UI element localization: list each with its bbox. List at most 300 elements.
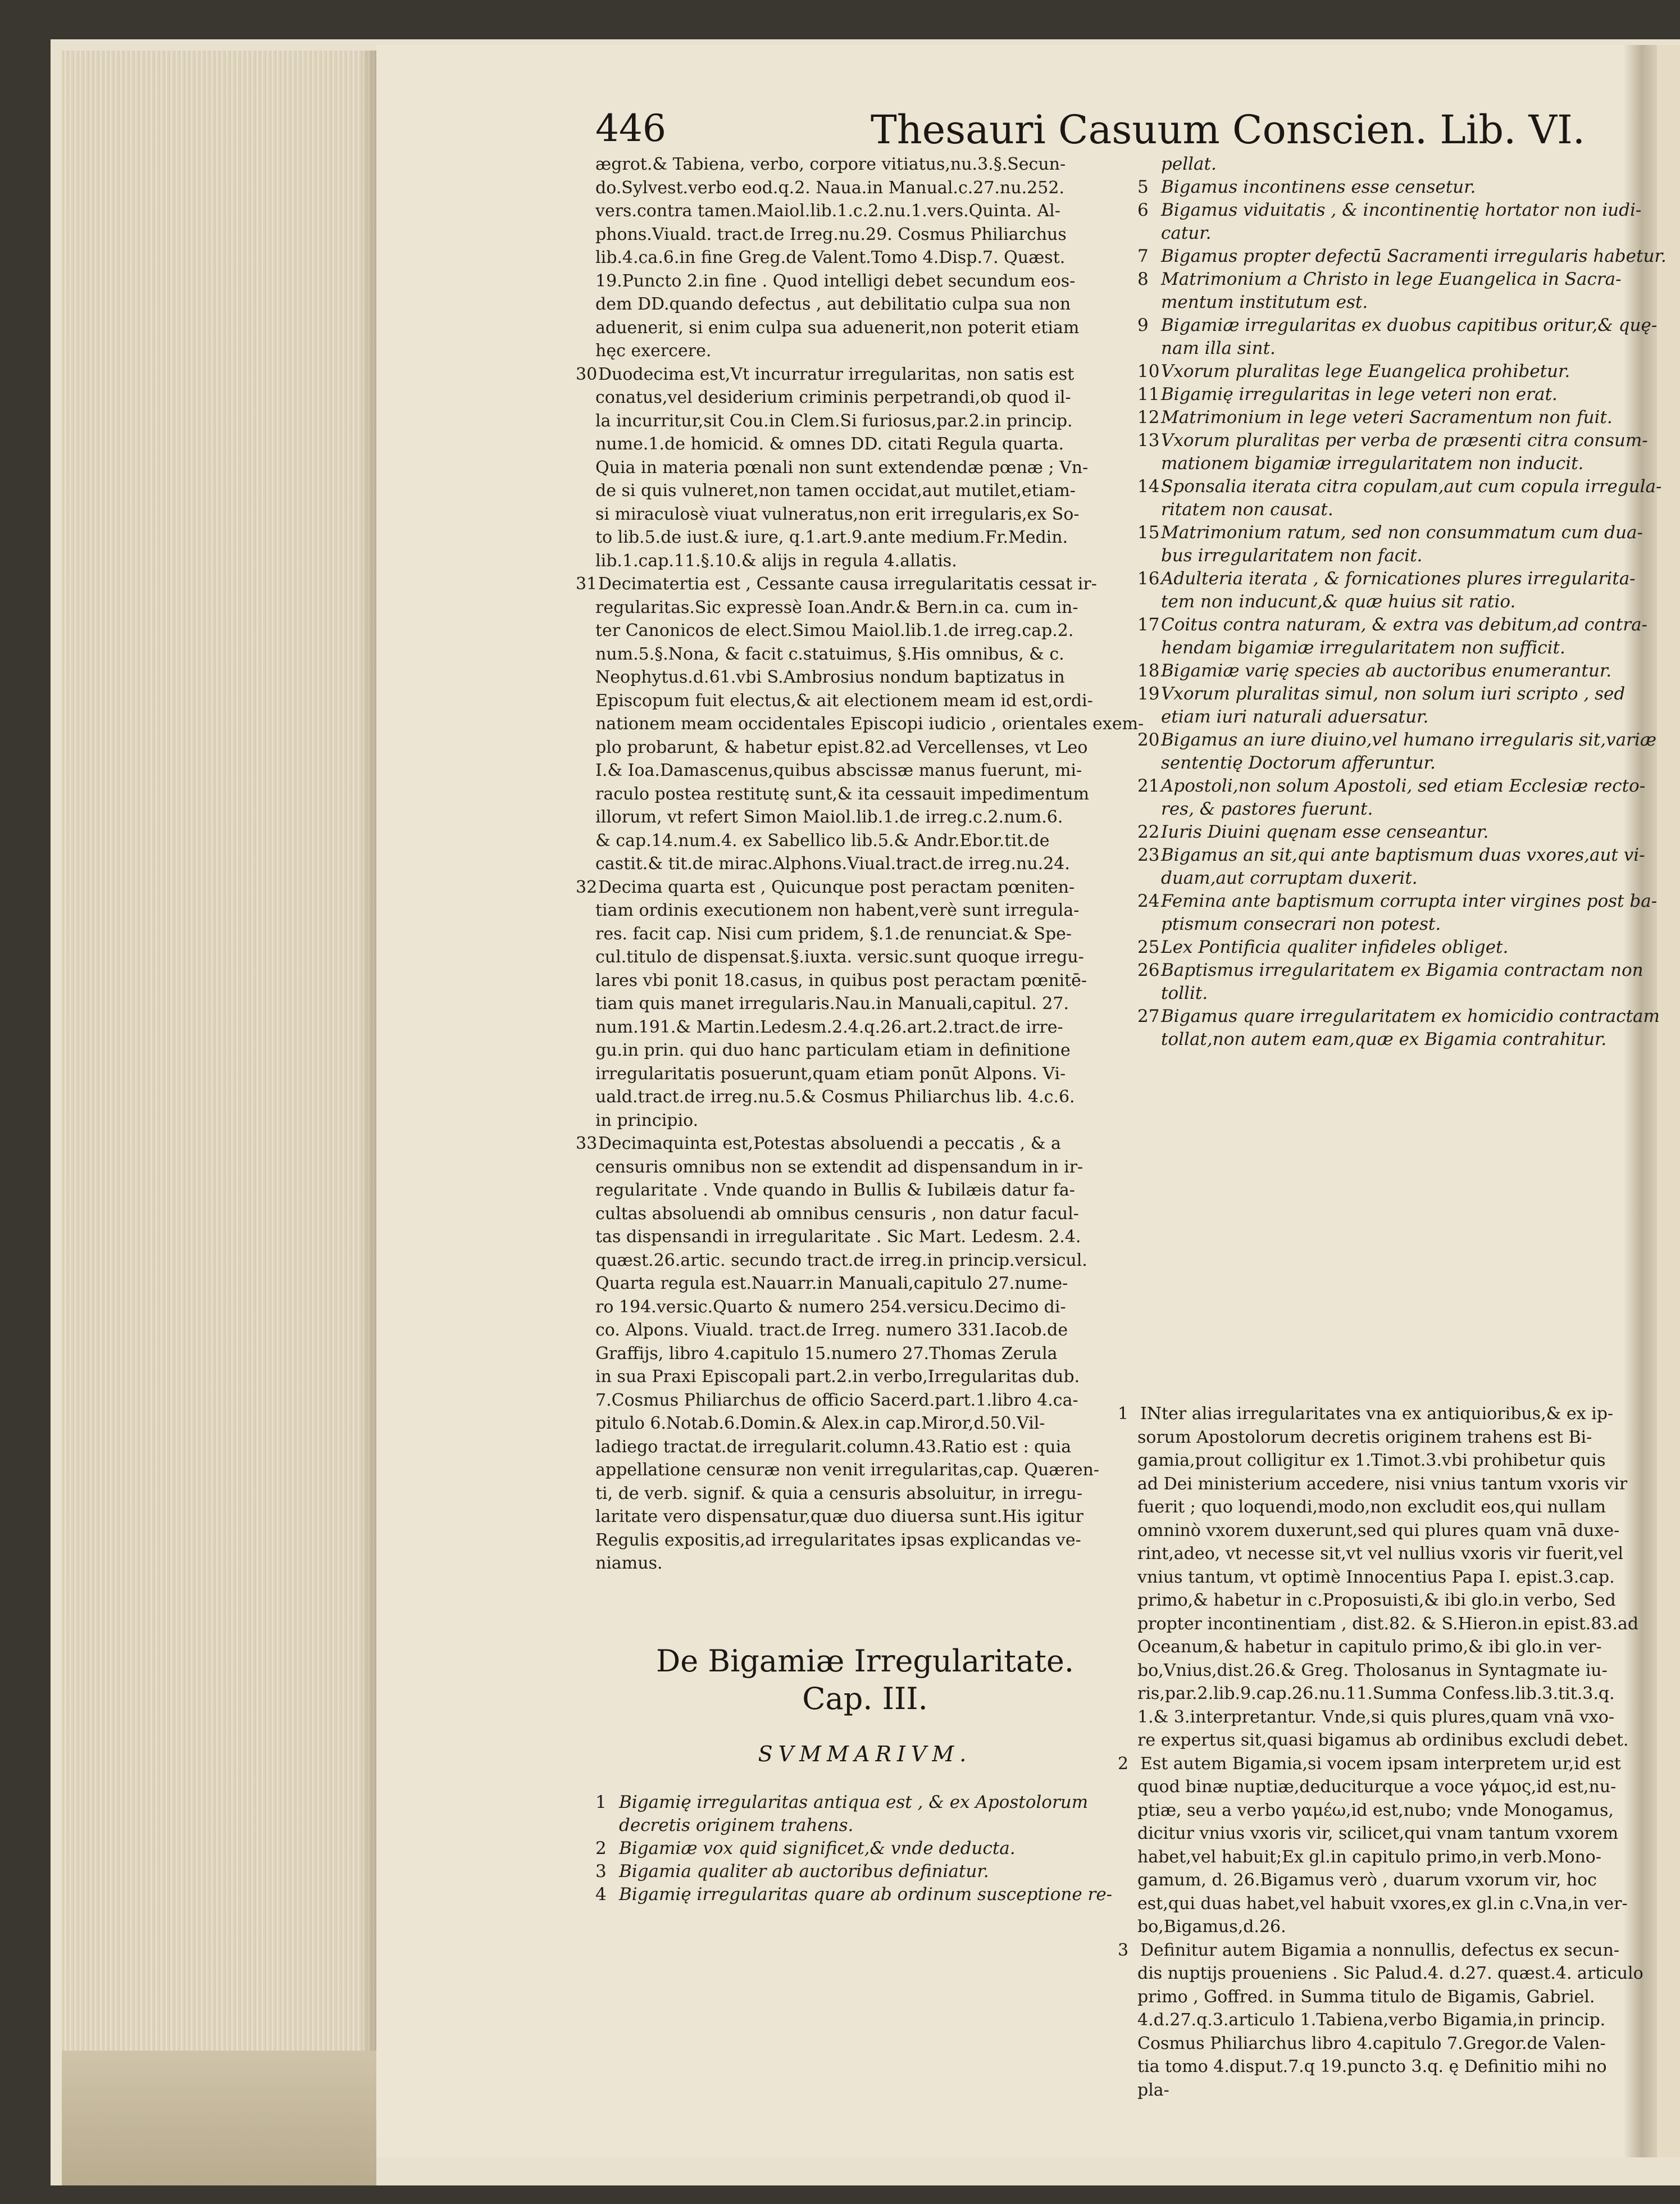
text-line xyxy=(595,270,1135,293)
text-line xyxy=(595,712,1144,736)
line-text: etiam iuri naturali aduersatur. xyxy=(1161,707,1429,727)
text-line xyxy=(595,1319,1135,1342)
text-line xyxy=(595,1225,1135,1249)
marginal-number: 15 xyxy=(1137,522,1160,543)
text-line xyxy=(595,899,1135,923)
line-text: dis nuptijs proueniens . Sic Palud.4. d.27. quæst.4. articulo xyxy=(1137,1964,1643,1983)
line-text: uald.tract.de irreg.nu.5.& Cosmus Philiarchus lib. 4.c.6. xyxy=(595,1087,1075,1107)
gutter xyxy=(1623,45,1657,2157)
text-line xyxy=(1137,1915,1620,1939)
summarium-item xyxy=(1137,521,1643,544)
summarium-item xyxy=(1137,544,1620,567)
line-text: Neophytus.d.61.vbi S.Ambrosius nondum baptizatus in xyxy=(595,667,1065,687)
line-text: ris,par.2.lib.9.cap.26.nu.11.Summa Confess.lib.3.tit.3.q. xyxy=(1137,1684,1615,1703)
marginal-number: 9 xyxy=(1137,315,1149,335)
text-line xyxy=(1137,1519,1620,1543)
summarium-item xyxy=(1137,498,1620,521)
text-line xyxy=(1137,1846,1620,1869)
line-text: INter alias irregularitates vna ex antiquioribus,& ex ip- xyxy=(1140,1404,1614,1424)
marginal-number: 8 xyxy=(1137,269,1149,289)
text-line xyxy=(595,1529,1135,1552)
text-line xyxy=(576,1132,1135,1156)
line-text: co. Alpons. Viuald. tract.de Irreg. numero 331.Iacob.de xyxy=(595,1320,1068,1340)
line-text: Duodecima est,Vt incurratur irregularitas, non satis est xyxy=(598,364,1075,384)
summarium-item xyxy=(595,1883,1135,1906)
marginal-number: 16 xyxy=(1137,569,1160,589)
text-line xyxy=(595,619,1135,643)
line-text: Episcopum fuit electus,& ait electionem meam id est,ordi- xyxy=(595,690,1093,711)
marginal-number: 2 xyxy=(1118,1753,1129,1774)
summarium-heading: SVMMARIVM. xyxy=(758,1742,972,1766)
marginal-number: 23 xyxy=(1137,845,1160,865)
text-line xyxy=(595,852,1135,876)
summarium-item xyxy=(595,1860,1135,1883)
line-text: Graffijs, libro 4.capitulo 15.numero 27.Thomas Zerula xyxy=(595,1343,1058,1364)
line-text: raculo postea restitutę sunt,& ita cessauit impedimentum xyxy=(595,784,1090,804)
text-line xyxy=(595,1202,1135,1226)
line-text: mationem bigamiæ irregularitatem non inducit. xyxy=(1161,453,1584,474)
line-text: Vxorum pluralitas simul, non solum iuri scripto , sed xyxy=(1161,684,1626,704)
text-line xyxy=(1137,1706,1620,1729)
summarium-item xyxy=(1137,268,1620,291)
line-text: in principio. xyxy=(595,1110,699,1130)
line-text: bus irregularitatem non facit. xyxy=(1161,546,1423,566)
text-line xyxy=(595,223,1135,247)
line-text: gamum, d. 26.Bigamus verò , duarum vxorum vir, hoc xyxy=(1137,1870,1597,1890)
marginal-number: 4 xyxy=(595,1884,607,1905)
summarium-item xyxy=(1137,890,1658,913)
line-text: nationem meam occidentales Episcopi iudicio , orientales exem- xyxy=(595,714,1144,734)
text-line xyxy=(1137,1869,1620,1892)
line-text: lib.1.cap.11.§.10.& alijs in regula 4.allatis. xyxy=(595,551,957,571)
line-text: primo,& habetur in c.Proposuisti,& ibi glo.in verbo, Sed xyxy=(1137,1590,1616,1610)
running-head: Thesauri Casuum Conscien. Lib. VI. xyxy=(871,107,1585,153)
line-text: tia tomo 4.disput.7.q 19.puncto 3.q. ę Definitio mihi no xyxy=(1137,2057,1607,2076)
line-text: Est autem Bigamia,si vocem ipsam interpretem ur,id est xyxy=(1140,1753,1621,1774)
line-text: hęc exercere. xyxy=(595,341,712,361)
line-text: Bigamię irregularitas in lege veteri non erat. xyxy=(1161,384,1558,405)
marginal-number: 21 xyxy=(1137,776,1160,796)
summarium-item xyxy=(1137,360,1620,383)
summarium-item xyxy=(1137,637,1620,660)
marginal-number: 1 xyxy=(595,1792,607,1812)
text-line xyxy=(595,643,1135,666)
text-line xyxy=(595,479,1135,503)
line-text: hendam bigamiæ irregularitatem non sufficit. xyxy=(1161,638,1565,658)
text-line xyxy=(595,1458,1135,1482)
line-text: illorum, vt refert Simon Maiol.lib.1.de irreg.c.2.num.6. xyxy=(595,807,1063,827)
line-text: pitulo 6.Notab.6.Domin.& Alex.in cap.Miror,d.50.Vil- xyxy=(595,1414,1045,1433)
line-text: laritate vero dispensatur,quæ duo diuersa sunt.His igitur xyxy=(595,1507,1083,1526)
summarium-item xyxy=(1137,1028,1620,1051)
summarium-item xyxy=(1137,752,1620,775)
line-text: tas dispensandi in irregularitate . Sic Mart. Ledesm. 2.4. xyxy=(595,1227,1081,1247)
line-text: Definitur autem Bigamia a nonnullis, defectus ex secun- xyxy=(1140,1940,1620,1960)
marginal-number: 5 xyxy=(1137,177,1149,197)
line-text: catur. xyxy=(1161,223,1212,243)
line-text: cultas absoluendi ab omnibus censuris , non datur facul- xyxy=(595,1203,1079,1224)
line-text: nam illa sint. xyxy=(1161,338,1276,358)
marginal-number: 19 xyxy=(1137,684,1160,704)
text-line xyxy=(576,572,1135,596)
text-line xyxy=(1137,1426,1620,1449)
line-text: Quarta regula est.Nauarr.in Manuali,capitulo 27.nume- xyxy=(595,1274,1068,1293)
line-text: Apostoli,non solum Apostoli, sed etiam Ecclesiæ recto- xyxy=(1161,776,1646,796)
chapter-title: De Bigamiæ Irregularitate. xyxy=(655,1643,1075,1679)
text-line xyxy=(595,526,1135,549)
text-line xyxy=(595,176,1135,200)
line-text: Lex Pontificia qualiter infideles obliget. xyxy=(1161,937,1509,957)
marginal-number: 2 xyxy=(595,1838,607,1858)
line-text: fuerit ; quo loquendi,modo,non excludit eos,qui nullam xyxy=(1137,1497,1606,1517)
summarium-item xyxy=(1137,821,1620,844)
line-text: vnius tantum, vt optimè Innocentius Papa I. epist.3.cap. xyxy=(1137,1567,1615,1587)
line-text: Vxorum pluralitas lege Euangelica prohibetur. xyxy=(1161,361,1570,381)
line-text: cul.titulo de dispensat.§.iuxta. versic.sunt quoque irregu- xyxy=(595,947,1084,967)
line-text: in sua Praxi Episcopali part.2.in verbo,Irregularitas dub. xyxy=(595,1367,1080,1387)
line-text: num.5.§.Nona, & facit c.statuimus, §.His omnibus, & c. xyxy=(595,644,1064,664)
summarium-item xyxy=(1137,291,1620,314)
marginal-number: 31 xyxy=(576,574,598,594)
line-text: rint,adeo, vt necesse sit,vt vel nullius vxoris vir fuerit,vel xyxy=(1137,1544,1623,1564)
line-text: 19.Puncto 2.in fine . Quod intelligi debet secundum eos- xyxy=(595,271,1076,291)
text-line xyxy=(595,339,1135,363)
line-text: bo,Vnius,dist.26.& Greg. Tholosanus in Syntagmate iu- xyxy=(1137,1660,1608,1680)
line-text: de si quis vulneret,non tamen occidat,aut mutilet,etiam- xyxy=(595,481,1076,501)
text-line xyxy=(595,992,1135,1016)
line-text: Decimatertia est , Cessante causa irregularitatis cessat ir- xyxy=(598,574,1097,594)
summarium-item xyxy=(1137,406,1620,429)
line-text: pellat. xyxy=(1161,154,1217,174)
fore-edge-shadow xyxy=(359,51,376,2051)
line-text: est,qui duas habet,vel habuit vxores,ex gl.in c.Vna,in ver- xyxy=(1137,1893,1628,1914)
line-text: Bigamus an sit,qui ante baptismum duas vxores,aut vi- xyxy=(1161,845,1645,865)
text-line xyxy=(1137,1635,1620,1659)
text-line xyxy=(1118,1752,1621,1776)
text-line xyxy=(595,153,1135,176)
text-line xyxy=(595,806,1135,829)
line-text: sententię Doctorum afferuntur. xyxy=(1161,753,1436,773)
text-line xyxy=(595,386,1135,410)
summarium-item xyxy=(1137,1005,1660,1028)
summarium-item xyxy=(1137,729,1656,752)
text-line xyxy=(1137,2032,1620,2056)
line-text: Vxorum pluralitas per verba de præsenti citra consum- xyxy=(1161,430,1648,451)
text-line xyxy=(1137,1985,1620,2009)
text-line xyxy=(595,316,1135,340)
line-text: lares vbi ponit 18.casus, in quibus post peractam pœnitē- xyxy=(595,970,1087,990)
line-text: primo , Goffred. in Summa titulo de Bigamis, Gabriel. xyxy=(1137,1987,1595,2007)
line-text: Bigamus an iure diuino,vel humano irregularis sit,variæ xyxy=(1161,730,1656,750)
line-text: re expertus sit,quasi bigamus ab ordinibus excludi debet. xyxy=(1137,1730,1629,1750)
marginal-number: 26 xyxy=(1137,960,1160,980)
line-text: lib.4.ca.6.in fine Greg.de Valent.Tomo 4.Disp.7. Quæst. xyxy=(595,248,1066,267)
line-text: dem DD.quando defectus , aut debilitatio culpa sua non xyxy=(595,294,1071,314)
page-stack-bottom xyxy=(62,2051,376,2185)
line-text: quæst.26.artic. secundo tract.de irreg.in princip.versicul. xyxy=(595,1250,1087,1270)
line-text: Oceanum,& habetur in capitulo primo,& ibi glo.in ver- xyxy=(1137,1637,1602,1657)
line-text: tiam ordinis executionem non habent,verè sunt irregula- xyxy=(595,901,1080,920)
line-text: dicitur vnius vxoris vir, scilicet,qui vnam tantum vxorem xyxy=(1137,1824,1619,1843)
summarium-item xyxy=(1137,775,1646,798)
summarium-item xyxy=(1137,959,1643,982)
marginal-number: 12 xyxy=(1137,407,1160,428)
summarium-item xyxy=(1137,199,1642,222)
line-text: Bigamus viduitatis , & incontinentię hortator non iudi- xyxy=(1161,200,1642,220)
text-line xyxy=(595,759,1135,783)
marginal-number: 3 xyxy=(595,1861,607,1882)
line-text: to lib.5.de iust.& iure, q.1.art.9.ante medium.Fr.Medin. xyxy=(595,528,1068,547)
line-text: ægrot.& Tabiena, verbo, corpore vitiatus,nu.3.§.Secun- xyxy=(595,154,1066,174)
line-text: ad Dei ministerium accedere, nisi vnius tantum vxoris vir xyxy=(1137,1474,1628,1494)
text-line xyxy=(595,1552,1135,1575)
chapter-number: Cap. III. xyxy=(802,1681,928,1716)
line-text: ti, de verb. signif. & quia a censuris absoluitur, in irregu- xyxy=(595,1483,1083,1503)
line-text: ter Canonicos de elect.Simou Maiol.lib.1.de irreg.cap.2. xyxy=(595,621,1074,640)
text-line xyxy=(1137,1589,1620,1612)
line-text: omninò vxorem duxerunt,sed qui plures quam vnā duxe- xyxy=(1137,1520,1620,1540)
line-text: gu.in prin. qui duo hanc particulam etiam in definitione xyxy=(595,1040,1071,1060)
line-text: ptiæ, seu a verbo γαμέω,id est,nubo; vnde Monogamus, xyxy=(1137,1800,1614,1820)
summarium-item xyxy=(1137,314,1658,337)
line-text: 1.& 3.interpretantur. Vnde,si quis plures,quam vnā vxo- xyxy=(1137,1707,1614,1727)
text-line xyxy=(595,1179,1135,1202)
text-line xyxy=(1137,2055,1620,2079)
text-line xyxy=(1137,1612,1639,1636)
marginal-number: 6 xyxy=(1137,200,1149,220)
text-line xyxy=(1137,1962,1643,1985)
summarium-item xyxy=(1137,153,1620,176)
marginal-number: 33 xyxy=(576,1134,598,1153)
line-text: Bigamię irregularitas antiqua est , & ex Apostolorum xyxy=(619,1792,1089,1812)
marginal-number: 1 xyxy=(1118,1404,1129,1424)
line-text: ptismum consecrari non potest. xyxy=(1161,914,1441,934)
text-line xyxy=(1137,1449,1620,1473)
marginal-number: 24 xyxy=(1137,891,1160,911)
marginal-number: 18 xyxy=(1137,661,1160,681)
marginal-number: 10 xyxy=(1137,361,1160,381)
line-text: mentum institutum est. xyxy=(1161,292,1368,312)
line-text: Regulis expositis,ad irregularitates ipsas explicandas ve- xyxy=(595,1530,1081,1550)
text-line xyxy=(595,199,1135,223)
text-line xyxy=(595,1389,1135,1412)
text-line xyxy=(595,596,1135,620)
line-text: Baptismus irregularitatem ex Bigamia contractam non xyxy=(1161,960,1643,980)
marginal-number: 14 xyxy=(1137,476,1160,497)
line-text: ro 194.versic.Quarto & numero 254.versicu.Decimo di- xyxy=(595,1297,1066,1317)
text-line xyxy=(1137,1473,1628,1496)
text-line xyxy=(595,293,1135,316)
summarium-item xyxy=(1137,660,1620,683)
text-line xyxy=(1137,1799,1620,1823)
text-line xyxy=(595,1482,1135,1506)
line-text: Decima quarta est , Quicunque post peractam pœniten- xyxy=(598,877,1075,897)
line-text: conatus,vel desiderium criminis perpetrandi,ob quod il- xyxy=(595,388,1071,407)
summarium-item xyxy=(1137,245,1667,268)
line-text: Bigamiæ varię species ab auctoribus enumerantur. xyxy=(1161,661,1612,681)
line-text: si miraculosè viuat vulneratus,non erit irregularis,ex So- xyxy=(595,504,1080,524)
text-line xyxy=(1137,1682,1620,1706)
text-line xyxy=(595,1016,1135,1039)
page-header xyxy=(595,107,1606,157)
summarium-item xyxy=(1137,176,1620,199)
summarium-item xyxy=(1137,590,1620,614)
line-text: phons.Viuald. tract.de Irreg.nu.29. Cosmus Philiarchus xyxy=(595,224,1067,244)
marginal-number: 27 xyxy=(1137,1006,1160,1026)
text-line xyxy=(595,1156,1135,1179)
line-text: aduenerit, si enim culpa sua aduenerit,non poterit etiam xyxy=(595,317,1080,338)
line-text: Bigamus quare irregularitatem ex homicidio contractam xyxy=(1161,1006,1660,1026)
line-text: Adulteria iterata , & fornicationes plures irregularita- xyxy=(1161,569,1636,589)
summarium-item xyxy=(1137,798,1620,821)
text-line xyxy=(595,1365,1135,1389)
text-line xyxy=(595,1342,1135,1366)
line-text: Matrimonium ratum, sed non consummatum cum dua- xyxy=(1161,522,1643,543)
book-fore-edge xyxy=(62,51,376,2051)
marginal-number: 3 xyxy=(1118,1940,1129,1960)
marginal-number: 22 xyxy=(1137,822,1160,842)
text-line xyxy=(595,1085,1135,1109)
line-text: 4.d.27.q.3.articulo 1.Tabiena,verbo Bigamia,in princip. xyxy=(1137,2010,1606,2030)
line-text: Matrimonium a Christo in lege Euangelica in Sacra- xyxy=(1161,269,1622,289)
line-text: tem non inducunt,& quæ huius sit ratio. xyxy=(1161,592,1516,612)
marginal-number: 17 xyxy=(1137,615,1160,635)
line-text: Bigamiæ irregularitas ex duobus capitibus oritur,& quę- xyxy=(1161,315,1658,335)
summarium-item xyxy=(1137,844,1645,867)
summarium-item xyxy=(1137,706,1620,729)
line-text: res. facit cap. Nisi cum pridem, §.1.de renunciat.& Spe- xyxy=(595,924,1072,944)
summarium-item xyxy=(1137,475,1662,498)
summarium-item xyxy=(1137,867,1620,890)
text-line xyxy=(595,1249,1135,1273)
text-line xyxy=(1137,1496,1620,1519)
text-line xyxy=(595,410,1135,433)
line-text: sorum Apostolorum decretis originem trahens est Bi- xyxy=(1137,1427,1592,1447)
line-text: Femina ante baptismum corrupta inter virgines post ba- xyxy=(1161,891,1658,911)
summarium-list-left xyxy=(595,1791,1135,1906)
text-line xyxy=(1137,1822,1620,1846)
marginal-number: 30 xyxy=(576,364,598,384)
summarium-item xyxy=(1137,913,1620,936)
text-line xyxy=(595,246,1135,270)
text-line xyxy=(1137,1729,1629,1752)
line-text: tiam quis manet irregularis.Nau.in Manuali,capitul. 27. xyxy=(595,994,1069,1014)
line-text: la incurritur,sit Cou.in Clem.Si furiosus,par.2.in princip. xyxy=(595,411,1073,431)
line-text: Bigamiæ vox quid significet,& vnde deducta. xyxy=(619,1838,1016,1858)
summarium-item xyxy=(1137,982,1620,1005)
text-line xyxy=(595,666,1135,689)
text-line xyxy=(595,503,1135,526)
text-line xyxy=(595,1412,1135,1435)
text-line xyxy=(1137,1542,1623,1566)
text-line xyxy=(576,363,1135,387)
line-text: Iuris Diuini quęnam esse censeantur. xyxy=(1161,822,1489,842)
text-line xyxy=(595,736,1135,760)
text-line xyxy=(595,689,1135,713)
chapter-body-text xyxy=(1118,1402,1643,2102)
text-line xyxy=(595,1272,1135,1296)
line-text: res, & pastores fuerunt. xyxy=(1161,799,1373,819)
text-line xyxy=(595,1296,1135,1319)
line-text: appellatione censuræ non venit irregularitas,cap. Quæren- xyxy=(595,1460,1100,1480)
line-text: duam,aut corruptam duxerit. xyxy=(1161,868,1418,888)
summarium-list-right xyxy=(1137,153,1667,1051)
line-text: Matrimonium in lege veteri Sacramentum non fuit. xyxy=(1161,407,1613,428)
text-line xyxy=(1118,1402,1620,1426)
line-text: Coitus contra naturam, & extra vas debitum,ad contra- xyxy=(1161,615,1648,635)
line-text: do.Sylvest.verbo eod.q.2. Naua.in Manual.c.27.nu.252. xyxy=(595,178,1064,198)
text-line xyxy=(595,549,1135,573)
text-line xyxy=(595,433,1135,456)
text-line xyxy=(595,1062,1135,1086)
line-text: ladiego tractat.de irregularit.column.43.Ratio est : quia xyxy=(595,1437,1072,1457)
marginal-number: 20 xyxy=(1137,730,1160,750)
line-text: tollat,non autem eam,quæ ex Bigamia contrahitur. xyxy=(1161,1029,1607,1049)
line-text: propter incontinentiam , dist.82. & S.Hieron.in epist.83.ad xyxy=(1137,1614,1639,1634)
text-line xyxy=(595,1505,1135,1529)
line-text: pla- xyxy=(1137,2080,1169,2100)
left-column-text xyxy=(576,153,1144,1575)
line-text: tollit. xyxy=(1161,983,1208,1003)
summarium-item xyxy=(1137,222,1620,245)
next-page-edge xyxy=(1657,45,1680,2157)
text-line xyxy=(595,1039,1135,1062)
text-line xyxy=(1118,1939,1620,1962)
text-line xyxy=(1137,1892,1628,1916)
line-text: ritatem non causat. xyxy=(1161,499,1333,520)
line-text: Sponsalia iterata citra copulam,aut cum copula irregula- xyxy=(1161,476,1662,497)
marginal-number: 7 xyxy=(1137,246,1149,266)
text-line xyxy=(576,876,1135,899)
summarium-item xyxy=(1137,337,1620,360)
line-text: Bigamia qualiter ab auctoribus definiatur. xyxy=(619,1861,989,1882)
summarium-item xyxy=(1137,383,1620,406)
text-line xyxy=(1137,1659,1620,1683)
summarium-item xyxy=(1137,936,1620,959)
summarium-item xyxy=(595,1837,1135,1860)
summarium-item xyxy=(1137,429,1648,452)
line-text: quod binæ nuptiæ,deduciturque a voce γάμος,id est,nu- xyxy=(1137,1777,1617,1797)
line-text: censuris omnibus non se extendit ad dispensandum in ir- xyxy=(595,1157,1083,1177)
marginal-number: 25 xyxy=(1137,937,1160,957)
text-line xyxy=(595,923,1135,946)
line-text: Bigamus incontinens esse censetur. xyxy=(1161,177,1476,197)
summarium-item xyxy=(595,1814,1135,1837)
text-line xyxy=(595,783,1135,806)
marginal-number: 11 xyxy=(1137,384,1160,405)
text-line xyxy=(1137,2079,1620,2102)
line-text: nume.1.de homicid. & omnes DD. citati Regula quarta. xyxy=(595,434,1064,454)
line-text: irregularitatis posuerunt,quam etiam ponūt Alpons. Vi- xyxy=(595,1064,1066,1084)
line-text: habet,vel habuit;Ex gl.in capitulo primo,in verb.Mono- xyxy=(1137,1847,1601,1867)
text-line xyxy=(1137,2008,1620,2032)
line-text: Cosmus Philiarchus libro 4.capitulo 7.Gregor.de Valen- xyxy=(1137,2033,1606,2053)
line-text: niamus. xyxy=(595,1553,663,1573)
text-line xyxy=(595,829,1135,853)
line-text: Bigamus propter defectū Sacramenti irregularis habetur. xyxy=(1161,246,1667,266)
line-text: Decimaquinta est,Potestas absoluendi a peccatis , & a xyxy=(598,1134,1061,1153)
line-text: Bigamię irregularitas quare ab ordinum susceptione re- xyxy=(619,1884,1113,1905)
text-line xyxy=(595,969,1135,993)
text-line xyxy=(595,1435,1135,1459)
line-text: regularitate . Vnde quando in Bullis & Iubilæis datur fa- xyxy=(595,1180,1075,1200)
line-text: castit.& tit.de mirac.Alphons.Viual.tract.de irreg.nu.24. xyxy=(595,854,1070,874)
marginal-number: 32 xyxy=(576,877,598,897)
line-text: plo probarunt, & habetur epist.82.ad Vercellenses, vt Leo xyxy=(595,737,1088,757)
summarium-item xyxy=(1137,614,1648,637)
line-text: decretis originem trahens. xyxy=(619,1815,854,1835)
text-line xyxy=(1137,1775,1620,1799)
